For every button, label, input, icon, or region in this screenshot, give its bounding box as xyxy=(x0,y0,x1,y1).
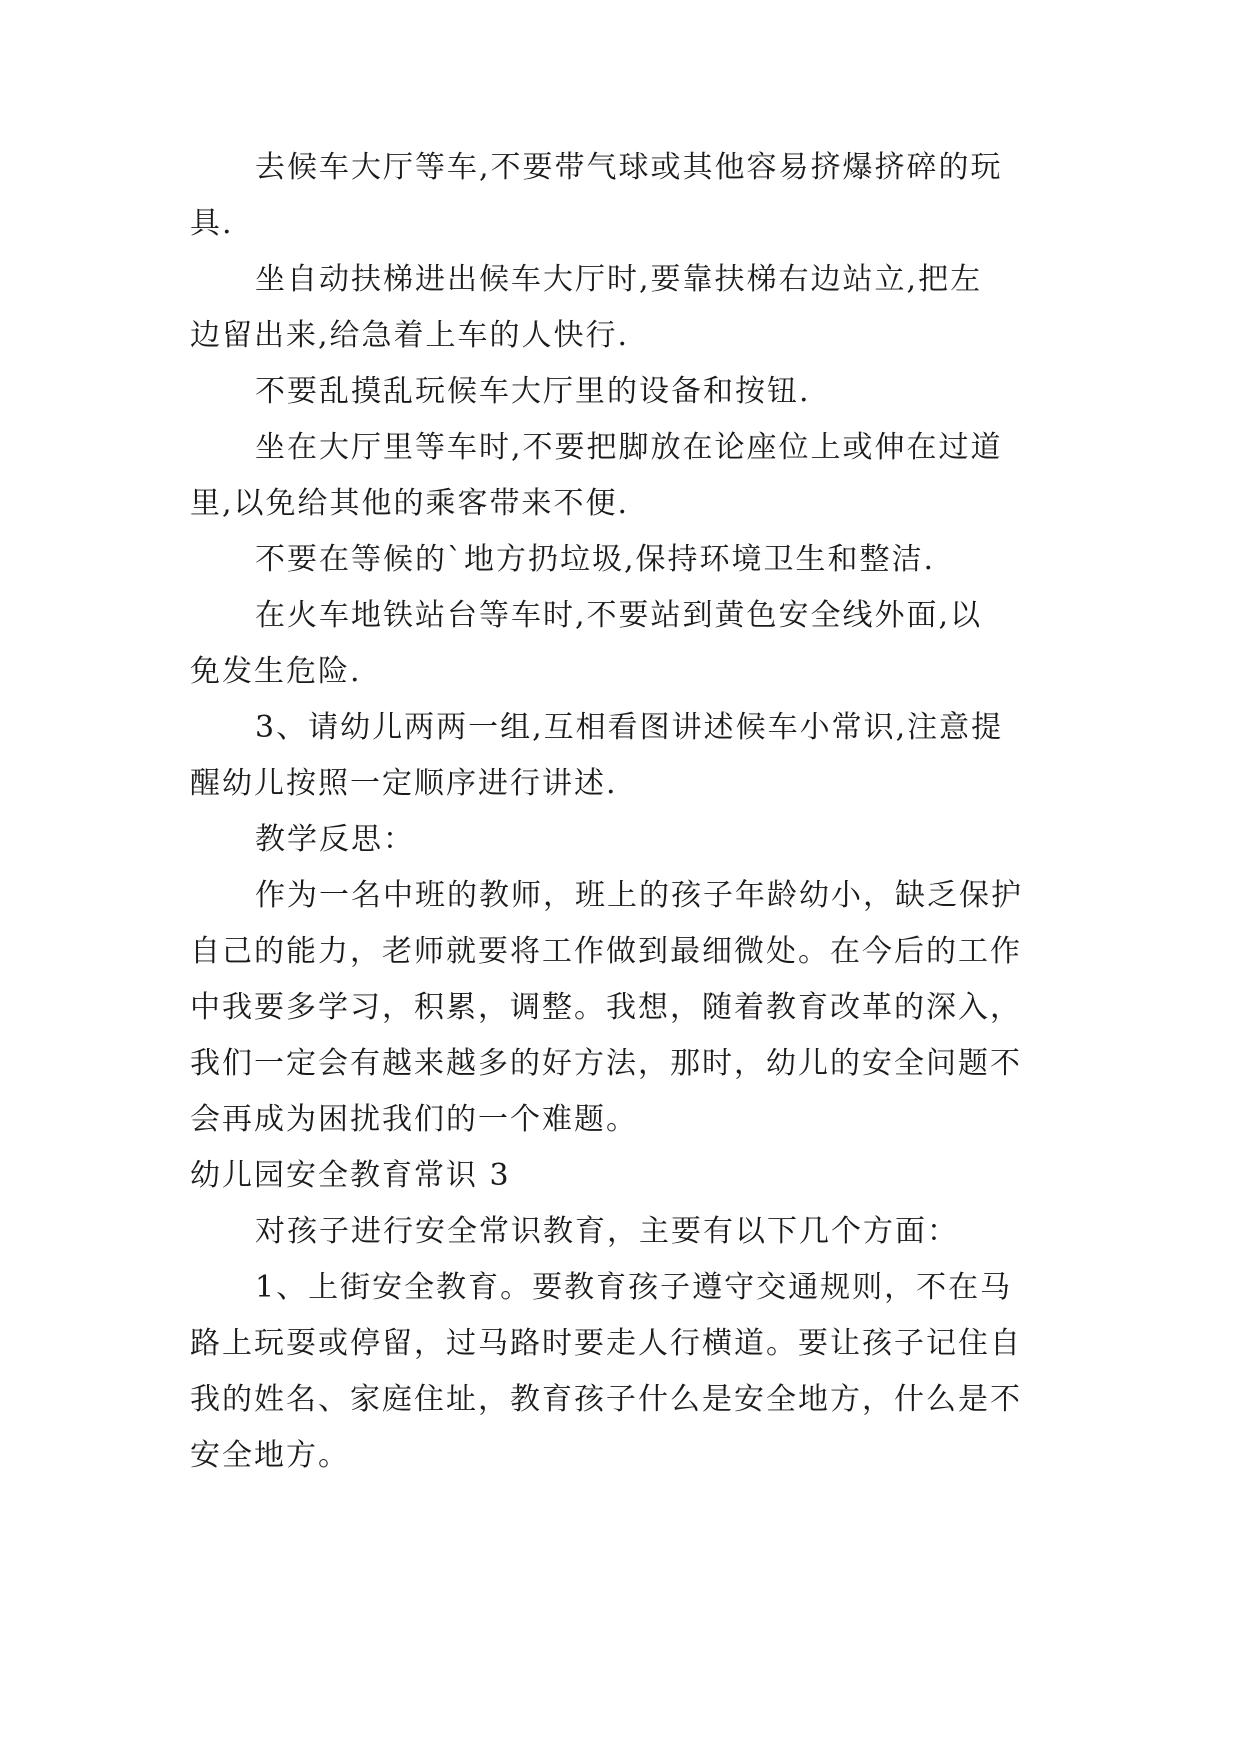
paragraph-line: 坐在大厅里等车时,不要把脚放在论座位上或伸在过道 xyxy=(255,430,1003,465)
paragraph-line: 1、上街安全教育。要教育孩子遵守交通规则，不在马 xyxy=(255,1270,1013,1305)
paragraph-line: 醒幼儿按照一定顺序进行讲述. xyxy=(190,766,618,801)
paragraph-line: 边留出来,给急着上车的人快行. xyxy=(190,318,630,353)
paragraph-line: 去候车大厅等车,不要带气球或其他容易挤爆挤碎的玩 xyxy=(255,150,1003,185)
paragraph-line: 会再成为困扰我们的一个难题。 xyxy=(190,1102,638,1137)
paragraph-line: 我们一定会有越来越多的好方法，那时，幼儿的安全问题不 xyxy=(190,1046,1022,1081)
paragraph-line: 我的姓名、家庭住址，教育孩子什么是安全地方，什么是不 xyxy=(190,1382,1022,1417)
paragraph-line: 具. xyxy=(190,206,234,241)
paragraph-line: 免发生危险. xyxy=(190,654,362,689)
paragraph-line: 在火车地铁站台等车时,不要站到黄色安全线外面,以 xyxy=(255,598,983,633)
paragraph-line: 安全地方。 xyxy=(190,1438,350,1473)
paragraph-line: 3、请幼儿两两一组,互相看图讲述候车小常识,注意提 xyxy=(255,710,1004,745)
paragraph-line: 对孩子进行安全常识教育，主要有以下几个方面： xyxy=(255,1214,959,1249)
paragraph-line: 不要在等候的`地方扔垃圾,保持环境卫生和整洁. xyxy=(255,542,936,577)
paragraph-line: 坐自动扶梯进出候车大厅时,要靠扶梯右边站立,把左 xyxy=(255,262,983,297)
section-label: 教学反思： xyxy=(255,822,415,857)
paragraph-line: 中我要多学习，积累，调整。我想，随着教育改革的深入， xyxy=(190,990,1022,1025)
paragraph-line: 里,以免给其他的乘客带来不便. xyxy=(190,486,630,521)
paragraph-line: 自己的能力，老师就要将工作做到最细微处。在今后的工作 xyxy=(190,934,1022,969)
section-heading: 幼儿园安全教育常识 3 xyxy=(190,1158,511,1193)
paragraph-line: 作为一名中班的教师，班上的孩子年龄幼小，缺乏保护 xyxy=(255,878,1023,913)
paragraph-line: 路上玩耍或停留，过马路时要走人行横道。要让孩子记住自 xyxy=(190,1326,1022,1361)
paragraph-line: 不要乱摸乱玩候车大厅里的设备和按钮. xyxy=(255,374,811,409)
